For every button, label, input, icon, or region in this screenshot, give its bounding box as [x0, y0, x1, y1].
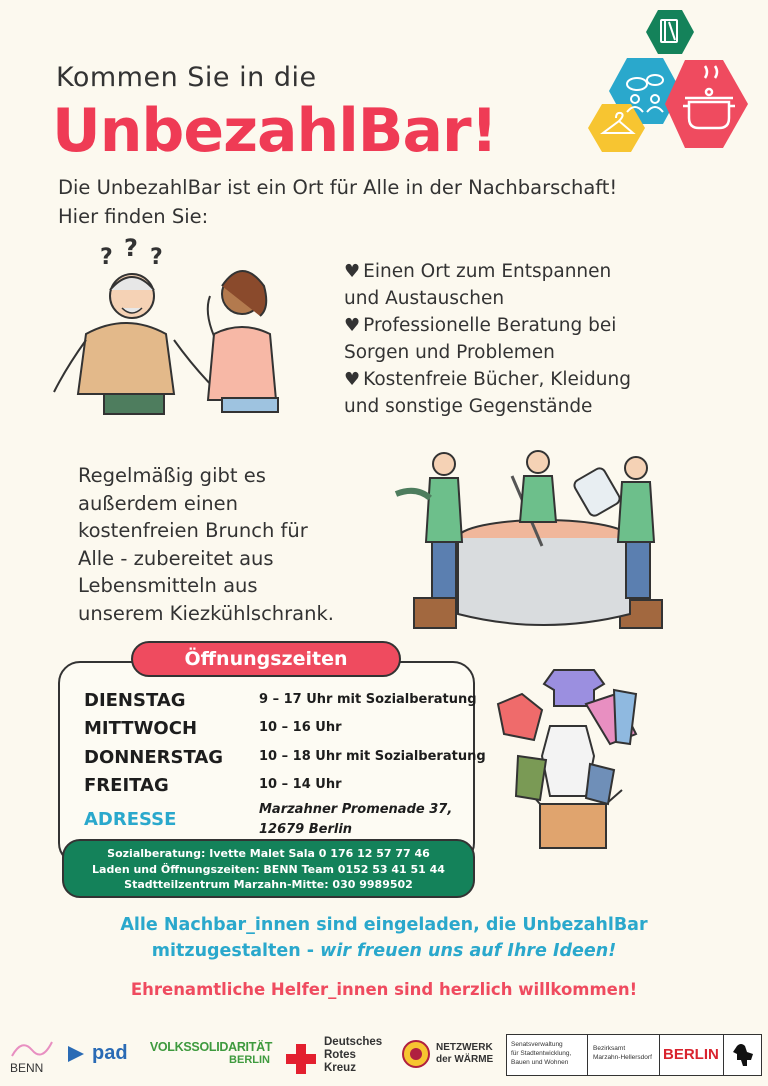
participation-cta [0, 912, 768, 964]
netzwerk-line: NETZWERK [436, 1042, 493, 1053]
feature-item [344, 258, 674, 312]
address-line: 12679 Berlin [259, 822, 353, 837]
address-line: Marzahner Promenade 37, [259, 802, 453, 817]
red-cross-icon [284, 1042, 318, 1076]
feature-line: Professionelle Beratung bei [363, 315, 617, 336]
drk-line: Kreuz [324, 1062, 356, 1074]
time-wednesday: 10 – 16 Uhr [259, 720, 342, 735]
brunch-line: Alle - zubereitet aus [78, 546, 274, 570]
pad-text: pad [92, 1042, 128, 1064]
senate-line: Bauen und Wohnen [511, 1059, 569, 1066]
contact-line: Stadtteilzentrum Marzahn-Mitte: 030 9989502 [124, 878, 413, 891]
cooking-illustration [392, 450, 666, 632]
netzwerk-waerme-logo [402, 1040, 498, 1076]
berlin-text: BERLIN [663, 1046, 719, 1063]
benn-mark-icon [10, 1036, 54, 1060]
netzwerk-seal-icon [402, 1040, 430, 1068]
feature-list [344, 258, 674, 420]
logo-divider [659, 1035, 660, 1075]
brunch-line: kostenfreien Brunch für [78, 519, 308, 542]
feature-line: Sorgen und Problemen [344, 342, 555, 363]
opening-hours-label: Öffnungszeiten [131, 641, 401, 677]
clothes-box-illustration [494, 664, 646, 852]
volkssolidaritaet-text: VOLKSSOLIDARITÄT [149, 1040, 273, 1054]
berlin-senate-logo [506, 1034, 762, 1076]
benn-text: BENN [10, 1061, 44, 1075]
benn-logo [10, 1036, 54, 1076]
drk-logo [284, 1036, 390, 1080]
feature-line: Kostenfreie Bücher, Kleidung [363, 369, 631, 390]
books-hexagon [646, 10, 694, 54]
heart-icon: ♥ [344, 315, 361, 336]
feature-line: Einen Ort zum Entspannen [363, 261, 612, 282]
day-tuesday: DIENSTAG [84, 690, 186, 711]
address-label: ADRESSE [84, 809, 177, 830]
contact-line: Sozialberatung: Ivette Malet Sala 0 176 12 57 77 46 [107, 847, 430, 860]
neighbors-illustration [46, 236, 296, 416]
brunch-line: Regelmäßig gibt es [78, 464, 266, 487]
heart-icon: ♥ [344, 261, 361, 282]
cta-line-1: Alle Nachbar_innen sind eingeladen, die UnbezahlBar [120, 915, 648, 935]
intro-text [58, 173, 678, 231]
intro-line-2: Hier finden Sie: [58, 205, 209, 228]
brunch-line: unserem Kiezkühlschrank. [78, 601, 334, 625]
feature-item [344, 312, 674, 366]
drk-line: Deutsches [324, 1036, 383, 1048]
feature-line: und Austauschen [344, 288, 505, 309]
contact-banner [62, 839, 475, 898]
drk-line: Rotes [324, 1049, 356, 1061]
svg-text:?: ? [100, 245, 113, 270]
svg-text:?: ? [124, 236, 138, 262]
pad-logo [66, 1042, 136, 1072]
senate-line: für Stadtentwicklung, [511, 1050, 572, 1057]
address-text [259, 800, 452, 840]
brunch-line: außerdem einen [78, 491, 238, 515]
time-friday: 10 – 14 Uhr [259, 777, 342, 792]
logo-divider [587, 1035, 588, 1075]
volkssolidaritaet-logo [148, 1040, 274, 1076]
district-text [593, 1044, 659, 1062]
heart-icon: ♥ [344, 369, 361, 390]
cta-line-2-emphasis: wir freuen uns auf Ihre Ideen! [320, 941, 617, 961]
partner-logos [0, 1028, 768, 1086]
netzwerk-line: der WÄRME [436, 1054, 494, 1065]
intro-line-1: Die UnbezahlBar ist ein Ort für Alle in der Nachbarschaft! [58, 176, 618, 199]
logo-divider [723, 1035, 724, 1075]
contact-line: Laden und Öffnungszeiten: BENN Team 0152 53 41 51 44 [92, 862, 445, 876]
cta-line-2-start: mitzugestalten - [151, 941, 315, 961]
volunteers-cta: Ehrenamtliche Helfer_innen sind herzlich willkommen! [130, 980, 638, 999]
time-thursday: 10 – 18 Uhr mit Sozialberatung [259, 749, 486, 764]
svg-text:?: ? [150, 245, 163, 270]
feature-item [344, 366, 674, 420]
time-tuesday: 9 – 17 Uhr mit Sozialberatung [259, 692, 477, 707]
drk-text [324, 1036, 382, 1075]
senate-text [511, 1040, 585, 1067]
pad-arrow-icon [66, 1042, 88, 1066]
senate-line: Senatsverwaltung [511, 1041, 563, 1048]
cta-line-2 [0, 938, 768, 964]
berlin-bear-icon [729, 1040, 759, 1070]
hexagon-icon-cluster [585, 6, 757, 156]
poster-title: UnbezahlBar! [52, 96, 497, 166]
poster-kicker: Kommen Sie in die [56, 62, 317, 93]
district-line: Bezirksamt [593, 1045, 626, 1052]
district-line: Marzahn-Hellersdorf [593, 1054, 652, 1061]
netzwerk-text [436, 1042, 493, 1066]
day-wednesday: MITTWOCH [84, 718, 198, 739]
volkssolidaritaet-city: BERLIN [229, 1054, 270, 1066]
feature-line: und sonstige Gegenstände [344, 396, 593, 417]
day-friday: FREITAG [84, 775, 169, 796]
brunch-line: Lebensmitteln aus [78, 574, 258, 597]
day-thursday: DONNERSTAG [84, 747, 224, 768]
brunch-text [78, 462, 368, 627]
